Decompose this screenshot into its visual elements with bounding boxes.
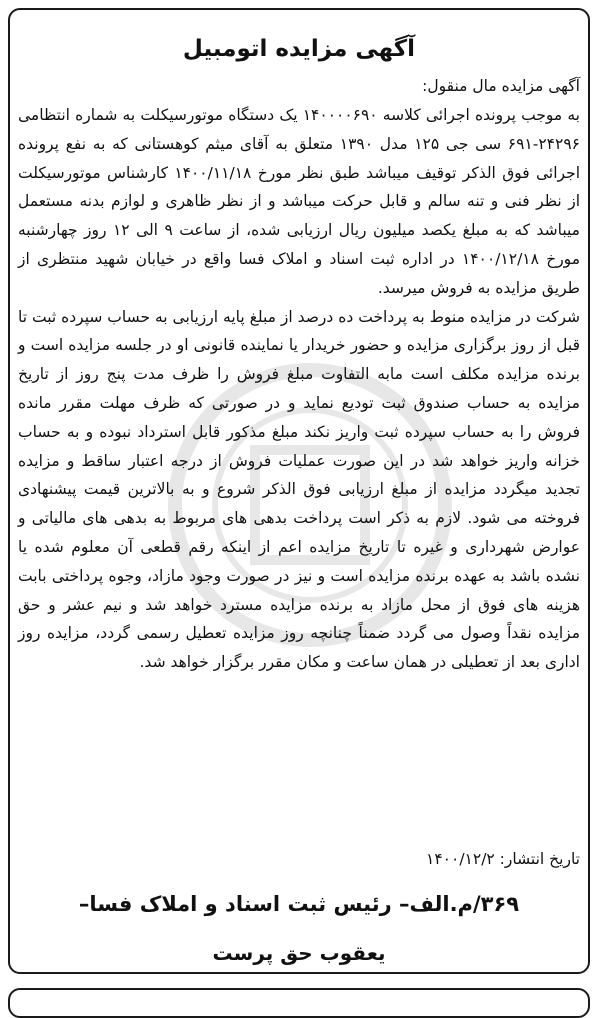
publish-date: تاریخ انتشار: ۱۴۰۰/۱۲/۲ [426,850,580,868]
notice-title: آگهی مزایده اتومبیل [182,36,416,62]
notice-frame [8,8,590,974]
body-paragraph-2: شرکت در مزایده منوط به پرداخت ده درصد از مبلغ پایه ارزیابی به حساب سپرده ثبت تا قبل از روز برگزاری مزایده و حضور خریدار یا نماینده قانونی او در جلسه مزایده است و برنده مزایده مکلف است مابه التفاوت مبلغ فروش را ظرف مدت پنج روز از تاریخ مزایده به حساب صندوق ثبت تودیع نماید و در صورتی که ظرف مهلت مقرر مانده فروش را به حساب سپرده ثبت واریز نکند مبلغ مذکور قابل استرداد نبوده و به حساب خزانه واریز خواهد شد در این صورت عملیات فروش از درجه اعتبار ساقط و مزایده تجدید میگردد مزایده از مبلغ ارزیابی فوق الذکر شروع و به بالاترین قیمت پیشنهادی فروخته می شود. لازم به ذکر است پرداخت بدهی های مربوط به بدهی های مالیاتی و عوارض شهرداری و غیره تا تاریخ مزایده اعم از اینکه رقم قطعی آن معلوم شده یا نشده باشد به عهده برنده مزایده است و نیز در صورت وجود مازاد، وجوه پرداختی بابت هزینه های فوق از محل مازاد به برنده مزایده مسترد خواهد شد و نیم عشر و حق مزایده نقداً وصول می گردد ضمناً چنانچه روز مزایده تعطیل رسمی گردد، مزایده روز اداری بعد از تعطیلی در همان ساعت و مکان مقرر برگزار خواهد شد. [18,307,580,672]
signature-line: ۳۶۹/م.الف– رئیس ثبت اسناد و املاک فسا– [78,892,520,916]
notice-content [18,10,580,972]
signer-name: یعقوب حق پرست [212,941,386,965]
body-paragraph-1: به موجب پرونده اجرائی کلاسه ۱۴۰۰۰۰۶۹۰ یک دستگاه موتورسیکلت به شماره انتظامی ۲۴۲۹۶-۶۹۱ سی جی ۱۲۵ مدل ۱۳۹۰ متعلق به آقای میثم کوهستانی که به نفع پرونده اجرائی فوق الذکر توقیف میباشد طبق نظر مورخ ۱۴۰۰/۱۱/۱۸ کارشناس موتورسیکلت از نظر فنی و تنه سالم و قابل حرکت میباشد و از نظر ظاهری و لوازم بدنه مستعمل میباشد که به مبلغ یکصد میلیون ریال ارزیابی شده، از ساعت ۹ الی ۱۲ روز چهارشنبه مورخ ۱۴۰۰/۱۲/۱۸ در اداره ثبت اسناد و املاک فسا واقع در خیابان شهید منتظری از طریق مزایده به فروش میرسد. [18,106,580,297]
next-notice-frame [8,988,590,1018]
notice-body [18,101,580,677]
notice-subtitle: آگهی مزایده مال منقول: [422,77,580,95]
